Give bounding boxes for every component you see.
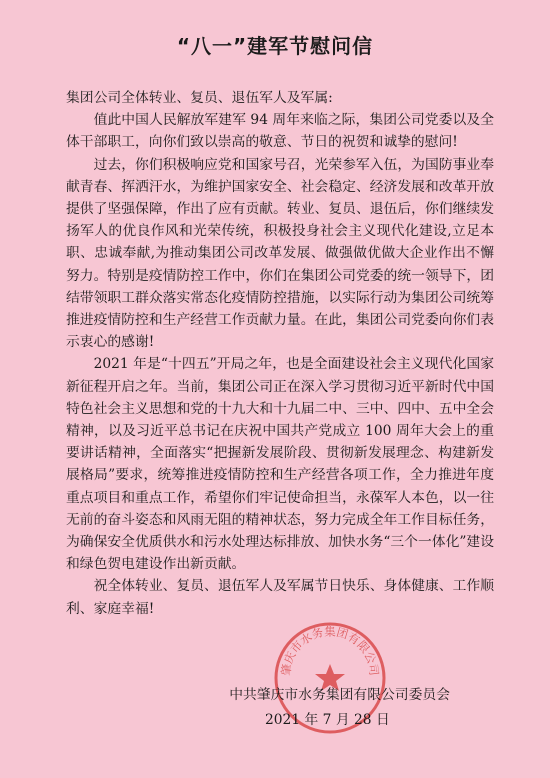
paragraph: 祝全体转业、复员、退伍军人及军属节日快乐、身体健康、工作顺利、家庭幸福! (66, 578, 494, 617)
letter-title: “八一”建军节慰问信 (176, 34, 374, 58)
paragraph: 2021 年是“十四五”开局之年，也是全面建设社会主义现代化国家新征程开启之年。当前，集团公司正在深入学习贯彻习近平新时代中国特色社会主义思想和党的十九大和十九届二中、三中、四中、五中全会精神，以及习近平总书记在庆祝中国共产党成立 100 周年大会上的重要讲话精神，全面落实“把握新发展阶段、贯彻新发展理念、构建新发展格局”要求，统筹推进疫情防控和生产经营各项工作，全力推进年度重点项目和重点工作，希望你们牢记使命担当，永葆军人本色，以一往无前的奋斗姿态和风雨无阻的精神状态，努力完成全年工作目标任务，为确保安全优质供水和污水处理达标排放、加快水务“三个一体化”建设和绿色贺电建设作出新贡献。 (66, 356, 495, 573)
salutation: 集团公司全体转业、复员、退伍军人及军属: (66, 90, 333, 106)
letter-page: “八一”建军节慰问信 集团公司全体转业、复员、退伍军人及军属: 值此中国人民解放军建军 94 周年来临之际，集团公司党委以及全体干部职工，向你们致以崇高的敬意、节日的祝贺和诚挚的慰问! 过去，你们积极响应党和国家号召，光荣参军入伍，为国防事业奉献青春、挥洒汗水，为维护国家安全、社会稳定、经济发展和改革开放提供了坚强保障，作出了应有贡献。转业、复员、退伍后，你们继续发扬军人的优良作风和光荣传统，积极投身社会主义现代化建设,立足本职、忠诚奉献,为推动集团公司改革发展、做强做优做大企业作出不懈努力。特别是疫情防控工作中，你们在集团公司党委的统一领导下，团结带领职工群众落实常态化疫情防控措施，以实际行动为集团公司统筹推进疫情防控和生产经营工作贡献力量。在此，集团公司党委向你们表示衷心的感谢! 2021 年是“十四五”开局之年，也是全面建设社会主义现代化国家新征程开启之年。当前，集团公司正在深入学习贯彻习近平新时代中国特色社会主义思想和党的十九大和十九届二中、三中、四中、五中全会精神，以及习近平总书记在庆祝中国共产党成立 100 周年大会上的重要讲话精神，全面落实“把握新发展阶段、贯彻新发展理念、构建新发展格局”要求，统筹推进疫情防控和生产经营各项工作，全力推进年度重点项目和重点工作，希望你们牢记使命担当，永葆军人本色，以一往无前的奋斗姿态和风雨无阻的精神状态，努力完成全年工作目标任务，为确保安全优质供水和污水处理达标排放、加快水务“三个一体化”建设和绿色贺电建设作出新贡献。 祝全体转业、复员、退伍军人及军属节日快乐、身体健康、工作顺利、家庭幸福! 肇庆市水务集团有限公司 中共肇庆市水务集团有限公司委员会 2021 年 7 月 28 日 (0, 0, 550, 778)
paragraph: 过去，你们积极响应党和国家号召，光荣参军入伍，为国防事业奉献青春、挥洒汗水，为维护国家安全、社会稳定、经济发展和改革开放提供了坚强保障，作出了应有贡献。转业、复员、退伍后，你们继续发扬军人的优良作风和光荣传统，积极投身社会主义现代化建设,立足本职、忠诚奉献,为推动集团公司改革发展、做强做优做大企业作出不懈努力。特别是疫情防控工作中，你们在集团公司党委的统一领导下，团结带领职工群众落实常态化疫情防控措施，以实际行动为集团公司统筹推进疫情防控和生产经营工作贡献力量。在此，集团公司党委向你们表示衷心的感谢! (66, 156, 494, 351)
seal-text: 肇庆市水务集团有限公司 (278, 624, 382, 677)
letter-body (66, 87, 494, 620)
paragraph: 值此中国人民解放军建军 94 周年来临之际，集团公司党委以及全体干部职工，向你们致以崇高的敬意、节日的祝贺和诚挚的慰问! (66, 112, 494, 151)
signature-organization: 中共肇庆市水务集团有限公司委员会 (229, 687, 450, 703)
